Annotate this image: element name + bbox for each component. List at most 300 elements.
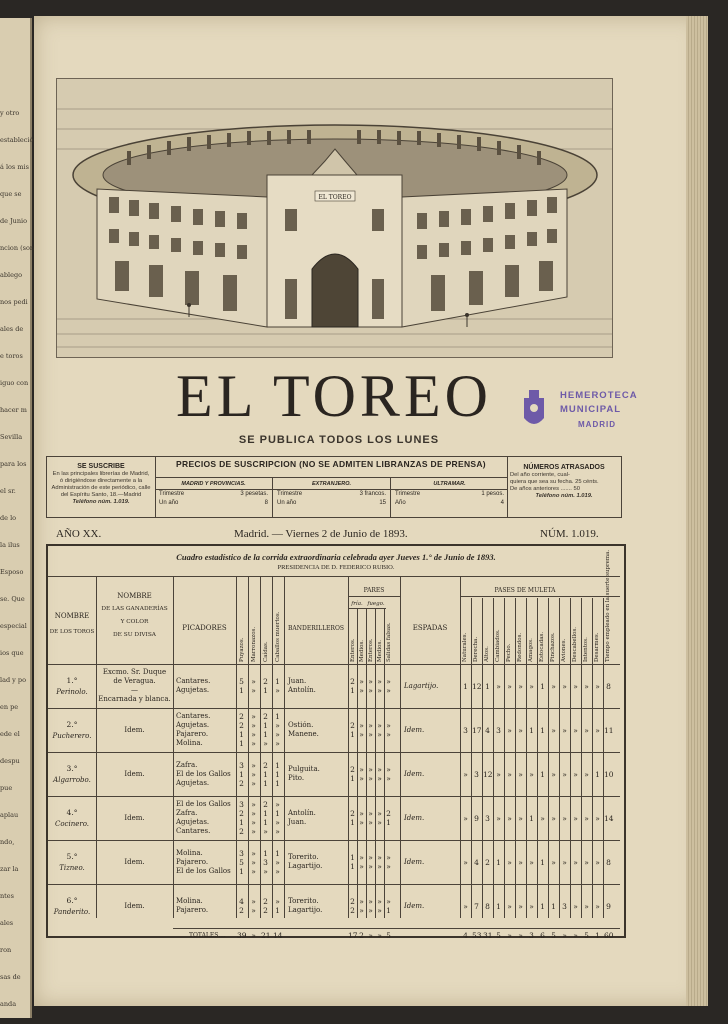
espada-stat: » [595, 814, 600, 823]
totals-esp: » [507, 931, 512, 940]
subscription-box [46, 456, 622, 518]
bull-number: 1.° [66, 676, 78, 685]
banderilla-stat: » [359, 730, 364, 739]
banderilla-stat: 1 [350, 774, 355, 783]
header-band-col: Enteros. [368, 638, 374, 662]
picador-stat: 2 [263, 897, 268, 906]
price-madrid-head: MADRID Y PROVINCIAS. [155, 479, 272, 490]
picador-stat: 1 [275, 778, 280, 788]
header-picadores: PICADORES [182, 624, 227, 632]
picador-stat: » [251, 818, 256, 827]
banderilla-stat: 2 [350, 765, 355, 774]
picador-stat: 1 [263, 818, 268, 827]
picador-stat: 5 [239, 857, 244, 867]
table-rule [471, 598, 472, 918]
header-pic-col: Caídas. [263, 641, 269, 662]
banderilla-stat: 1 [350, 862, 355, 871]
header-bull-sub: DE LOS TOROS [49, 629, 95, 635]
header-espadas: ESPADAS [412, 624, 448, 632]
espada-stat: » [595, 726, 600, 735]
picador-name: Pajarero. [176, 906, 209, 914]
espada-stat: » [529, 682, 534, 691]
banderilla-stat: » [359, 853, 364, 862]
espada-stat: 8 [485, 902, 490, 911]
header-fuego: fuego. [367, 601, 385, 607]
espada-stat: 7 [474, 902, 479, 911]
espada-stat: » [496, 682, 501, 691]
espada-stat: » [562, 814, 567, 823]
banderilla-stat: » [368, 862, 373, 871]
espada-stat: » [518, 902, 523, 911]
banderilla-stat: » [368, 765, 373, 774]
picador-name: Pajarero. [176, 857, 209, 866]
banderilla-stat: » [386, 686, 391, 695]
espada-stat: » [584, 902, 589, 911]
prices-column [155, 457, 508, 517]
espada-stat: 9 [474, 814, 479, 823]
header-esp-col: Derecha. [473, 636, 479, 662]
picador-stat: 2 [239, 778, 244, 788]
header-esp-col: Pecho. [506, 643, 512, 662]
espada-stat: » [573, 682, 578, 691]
facing-page-text: Esposo [0, 568, 24, 576]
picador-stat: 3 [239, 800, 244, 809]
header-esp-col: Tiempo empleado en la suerte suprema. [605, 549, 611, 662]
facing-page-text: se. Que [0, 595, 25, 603]
banderillero-name: Lagartijo. [288, 906, 323, 914]
table-rule [559, 598, 560, 918]
header-esp-col: Desarmes. [594, 632, 600, 662]
header-pic-col: Puyazos. [239, 637, 245, 662]
bull-name: Perinolo. [56, 688, 88, 696]
espada-name: Idem. [404, 770, 425, 778]
picador-stat: » [275, 827, 280, 836]
picador-stat: 2 [263, 800, 268, 809]
picador-stat: » [251, 721, 256, 730]
table-rule [504, 598, 505, 918]
espada-stat: » [529, 902, 534, 911]
price-overseas-label-2: Año [395, 500, 406, 506]
picador-stat: » [251, 800, 256, 809]
banderilla-stat: » [359, 721, 364, 730]
picador-stat: 1 [275, 677, 280, 686]
espada-name: Idem. [404, 726, 425, 734]
banderilla-stat: » [359, 897, 364, 906]
picador-stat: 1 [263, 809, 268, 818]
table-rule [548, 598, 549, 918]
picador-stat: 3 [239, 848, 244, 858]
table-rule [515, 598, 516, 918]
espada-stat: » [507, 858, 512, 867]
espada-stat: » [562, 726, 567, 735]
issue-number: NÚM. 1.019. [540, 528, 599, 540]
subscribe-line-4: del Espíritu Santo, 18.—Madrid [60, 492, 142, 498]
picador-stat: » [275, 686, 280, 695]
banderilla-stat: 2 [350, 809, 355, 818]
price-overseas-label-1: Trimestre [395, 491, 421, 497]
facing-page-text: sas de [0, 973, 21, 981]
espada-stat: 1 [540, 858, 545, 867]
picador-stat: » [251, 730, 256, 739]
table-rule [537, 598, 538, 918]
espada-stat: 3 [562, 902, 567, 911]
ranch-name: Idem. [124, 769, 145, 778]
picador-stat: » [251, 809, 256, 818]
totals-pic: 39 [237, 931, 247, 940]
picador-name: Cantares. [176, 712, 211, 720]
picador-stat: » [275, 818, 280, 827]
facing-page-text: para los [0, 460, 27, 468]
banderilla-stat: » [359, 686, 364, 695]
picador-name: Agujetas. [176, 778, 210, 787]
espada-stat: 1 [463, 682, 468, 691]
espada-stat: » [463, 858, 468, 867]
espada-stat: 4 [485, 726, 490, 735]
facing-page-text: especial [0, 622, 27, 630]
picador-stat: 1 [275, 809, 280, 818]
bullfight-statistics-table [46, 544, 626, 938]
stamp-line-1: HEMEROTECA [560, 390, 638, 401]
header-esp-col: Intentos. [583, 637, 589, 662]
price-foreign-label-2: Un año [277, 500, 297, 506]
ranch-name: — [131, 686, 138, 694]
issue-dateline: Madrid. — Viernes 2 de Junio de 1893. [234, 528, 408, 540]
banderilla-stat: » [368, 906, 373, 915]
banderilla-stat: » [377, 774, 382, 783]
banderilla-stat: » [359, 677, 364, 686]
price-foreign-head: EXTRANJERO. [273, 479, 390, 490]
price-foreign-label-1: Trimestre [277, 491, 303, 497]
header-band-col: Enteros. [350, 638, 356, 662]
table-rule [48, 796, 620, 797]
picador-stat: 1 [275, 712, 280, 721]
picador-stat: » [251, 769, 256, 779]
espada-stat: » [595, 902, 600, 911]
espada-stat: » [551, 726, 556, 735]
espada-stat: 1 [529, 726, 534, 735]
picador-stat: » [275, 721, 280, 730]
picador-stat: » [251, 906, 256, 915]
banderilla-stat: » [377, 686, 382, 695]
banderilla-stat: » [377, 853, 382, 862]
table-rule [96, 576, 97, 918]
totals-esp: 4 [463, 931, 468, 940]
banderilla-stat: » [359, 765, 364, 774]
picador-stat: » [251, 827, 256, 836]
totals-band: 2 [359, 931, 364, 940]
espada-stat: 4 [474, 858, 479, 867]
table-rule [48, 884, 620, 885]
table-rule [460, 596, 620, 597]
table-rule [48, 576, 620, 577]
picador-stat: » [275, 857, 280, 867]
banderilla-stat: » [386, 765, 391, 774]
totals-esp: 3 [529, 931, 534, 940]
espada-stat: 10 [604, 770, 614, 779]
facing-page-text: ios que [0, 649, 24, 657]
totals-pic: 21 [261, 931, 271, 940]
picador-stat: 1 [239, 739, 244, 748]
header-pares: PARES [363, 587, 385, 594]
picador-stat: 1 [275, 760, 280, 770]
facing-page-text: á los mis [0, 163, 29, 171]
picador-name: Zafra. [176, 760, 198, 769]
espada-stat: » [463, 902, 468, 911]
banderilla-stat: » [377, 809, 382, 818]
totals-esp: 5 [551, 931, 556, 940]
back-issues-line-2: quiera que sea su fecha. 25 cénts. [510, 479, 599, 485]
totals-esp: 53 [472, 931, 482, 940]
header-band-col: Medios. [359, 639, 365, 662]
picador-name: El de los Gallos [176, 800, 231, 808]
picador-stat: » [251, 677, 256, 686]
picador-stat: » [275, 739, 280, 748]
picador-stat: » [251, 760, 256, 770]
picador-stat: 2 [239, 906, 244, 915]
header-pic-col: Marronazos. [251, 626, 257, 662]
banderilla-stat: » [368, 730, 373, 739]
picador-stat: 5 [239, 677, 244, 686]
totals-esp: 5 [496, 931, 501, 940]
subscribe-line-2: ó dirigiéndose directamente a la [59, 478, 143, 484]
bull-name: Cocinero. [54, 820, 90, 828]
picador-stat: 1 [239, 730, 244, 739]
espada-stat: » [518, 814, 523, 823]
picador-stat: 1 [263, 848, 268, 858]
espada-stat: » [463, 814, 468, 823]
picador-stat: 2 [239, 721, 244, 730]
table-rule [581, 598, 582, 918]
banderilla-stat: » [359, 809, 364, 818]
ranch-name: Idem. [124, 901, 145, 910]
back-issues-line-1: Del año corriente, cual- [510, 472, 570, 478]
espada-stat: 12 [483, 770, 493, 779]
ranch-name: Idem. [124, 725, 145, 734]
banderillero-name: Juan. [288, 677, 307, 685]
banderilla-stat: » [368, 774, 373, 783]
picador-stat: » [275, 897, 280, 906]
banderilla-stat: » [368, 721, 373, 730]
banderillero-name: Juan. [288, 818, 307, 826]
banderilla-stat: » [377, 730, 382, 739]
table-rule [570, 598, 571, 918]
facing-page-text: lad y po [0, 676, 26, 684]
ranch-name: Idem. [124, 813, 145, 822]
picador-name: El de los Gallos [176, 866, 231, 875]
espada-stat: » [496, 814, 501, 823]
header-ranch: DE SU DIVISA [113, 632, 156, 638]
facing-page-text: aplau [0, 811, 19, 819]
espada-stat: 3 [496, 726, 501, 735]
espada-stat: 9 [606, 902, 611, 911]
facing-page-text: de lo [0, 514, 17, 522]
espada-stat: » [573, 770, 578, 779]
table-rule [48, 664, 620, 665]
facing-page-text: en pe [0, 703, 19, 711]
header-esp-col: Pinchazos. [550, 632, 556, 662]
espada-stat: 1 [540, 682, 545, 691]
totals-esp: » [573, 931, 578, 940]
espada-stat: » [507, 726, 512, 735]
header-bull-name: NOMBRE [54, 612, 90, 620]
facing-page-text: de Junio [0, 217, 28, 225]
espada-stat: » [584, 682, 589, 691]
banderilla-stat: 2 [386, 809, 391, 818]
espada-stat: » [551, 682, 556, 691]
banderilla-stat: » [386, 862, 391, 871]
banderilla-stat: » [368, 853, 373, 862]
price-madrid-label-1: Trimestre [159, 491, 185, 497]
header-pases-muleta: PASES DE MULETA [494, 587, 556, 594]
picador-stat: » [275, 730, 280, 739]
picador-stat: 2 [263, 677, 268, 686]
espada-stat: » [573, 814, 578, 823]
espada-stat: » [529, 858, 534, 867]
totals-pic: 14 [273, 931, 283, 940]
banderilla-stat: » [377, 818, 382, 827]
subscribe-phone: Teléfono núm. 1.019. [72, 499, 130, 505]
banderilla-stat: 1 [386, 818, 391, 827]
espada-stat: » [463, 770, 468, 779]
espada-stat: 12 [472, 682, 482, 691]
banderilla-stat: » [359, 774, 364, 783]
ranch-name: Excmo. Sr. Duque [102, 668, 167, 676]
espada-stat: » [562, 682, 567, 691]
picador-stat: » [263, 866, 268, 876]
totals-esp: 6 [540, 931, 545, 940]
espada-stat: » [518, 858, 523, 867]
banderilla-stat: » [386, 730, 391, 739]
espada-stat: » [584, 858, 589, 867]
picador-stat: » [251, 866, 256, 876]
banderilla-stat: » [368, 677, 373, 686]
espada-stat: » [540, 814, 545, 823]
totals-esp: » [518, 931, 523, 940]
price-madrid-value-2: 8 [264, 500, 268, 506]
coat-of-arms-icon [520, 388, 548, 432]
bull-name: Panderito. [53, 908, 91, 916]
facing-page-text: ron [0, 946, 12, 954]
picador-name: Molina. [176, 897, 203, 905]
picador-name: Zafra. [176, 809, 198, 817]
table-rule [384, 608, 385, 918]
price-overseas-value-1: 1 pesos. [481, 491, 504, 497]
banderilla-stat: » [359, 862, 364, 871]
picador-name: Molina. [176, 739, 203, 747]
banderilla-stat: » [377, 721, 382, 730]
picador-name: El de los Gallos [176, 769, 231, 778]
espada-stat: » [507, 902, 512, 911]
price-madrid-label-2: Un año [159, 500, 179, 506]
banderilla-stat: 1 [386, 906, 391, 915]
picador-stat: 1 [263, 769, 268, 779]
espada-stat: » [551, 858, 556, 867]
espada-stat: » [507, 682, 512, 691]
espada-stat: » [573, 902, 578, 911]
picador-stat: 1 [239, 769, 244, 779]
banderilla-stat: » [368, 686, 373, 695]
banderillero-name: Torerito. [288, 897, 319, 905]
header-ranch: NOMBRE [117, 592, 152, 600]
totals-esp: 5 [584, 931, 589, 940]
espada-stat: » [551, 814, 556, 823]
facing-page-text: hacer m [0, 406, 27, 414]
ranch-name: Encarnada y blanca. [98, 695, 171, 703]
stamp-line-3: MADRID [578, 420, 616, 429]
banderillero-name: Pulguita. [288, 765, 320, 773]
picador-stat: » [251, 848, 256, 858]
facing-page-text: ntes [0, 892, 14, 900]
picador-name: Agujetas. [176, 818, 210, 826]
espada-stat: 1 [529, 814, 534, 823]
banderilla-stat: » [377, 677, 382, 686]
picador-stat: 1 [239, 818, 244, 827]
espada-stat: 1 [540, 902, 545, 911]
picador-stat: 3 [239, 760, 244, 770]
espada-stat: » [562, 770, 567, 779]
header-esp-col: Naturales. [462, 632, 468, 662]
facing-page-edge [0, 18, 35, 1018]
espada-stat: 1 [540, 726, 545, 735]
picador-stat: 1 [239, 686, 244, 695]
banderillero-name: Pito. [288, 774, 305, 782]
table-rule [526, 598, 527, 918]
facing-page-text: ales de [0, 325, 24, 333]
picador-stat: » [251, 712, 256, 721]
espada-stat: 11 [604, 726, 614, 735]
facing-page-text: Sevilla [0, 433, 23, 441]
picador-stat: 1 [275, 848, 280, 858]
header-esp-col: Cambiados. [495, 629, 501, 662]
table-rule [493, 598, 494, 918]
espada-stat: 17 [472, 726, 482, 735]
table-rule [48, 708, 620, 709]
espada-stat: » [573, 858, 578, 867]
espada-stat: 1 [595, 770, 600, 779]
table-subtitle: PRESIDENCIA DE D. FEDERICO RUBIO. [277, 564, 395, 571]
price-overseas-head: ULTRAMAR. [391, 479, 508, 490]
facing-page-text: la ilus [0, 541, 20, 549]
picador-stat: 2 [239, 809, 244, 818]
banderilla-stat: 1 [350, 730, 355, 739]
espada-stat: 8 [606, 682, 611, 691]
banderilla-stat: » [377, 862, 382, 871]
subscribe-line-3: Administración de este periódico, calle [51, 485, 151, 491]
table-rule [173, 928, 620, 929]
picador-stat: » [263, 827, 268, 836]
table-rule [482, 598, 483, 918]
masthead-title: EL TOREO [176, 363, 492, 429]
price-overseas [391, 479, 508, 517]
picador-stat: » [251, 739, 256, 748]
header-ranch: DE LAS GANADERÍAS [101, 606, 168, 612]
picador-stat: 1 [263, 778, 268, 788]
picador-stat: » [251, 897, 256, 906]
banderillero-name: Lagartijo. [288, 862, 323, 870]
picador-stat: 1 [263, 721, 268, 730]
bull-name: Pucherero. [52, 732, 92, 740]
picador-stat: » [251, 857, 256, 867]
picador-stat: 1 [275, 769, 280, 779]
facing-page-text: ncion (son [0, 244, 35, 252]
picador-name: Cantares. [176, 827, 211, 835]
facing-page-text: ales [0, 919, 14, 927]
table-rule [592, 598, 593, 918]
banderilla-stat: 2 [350, 721, 355, 730]
bull-number: 5.° [66, 852, 78, 861]
banderilla-stat: » [377, 906, 382, 915]
subscribe-column [47, 457, 156, 517]
